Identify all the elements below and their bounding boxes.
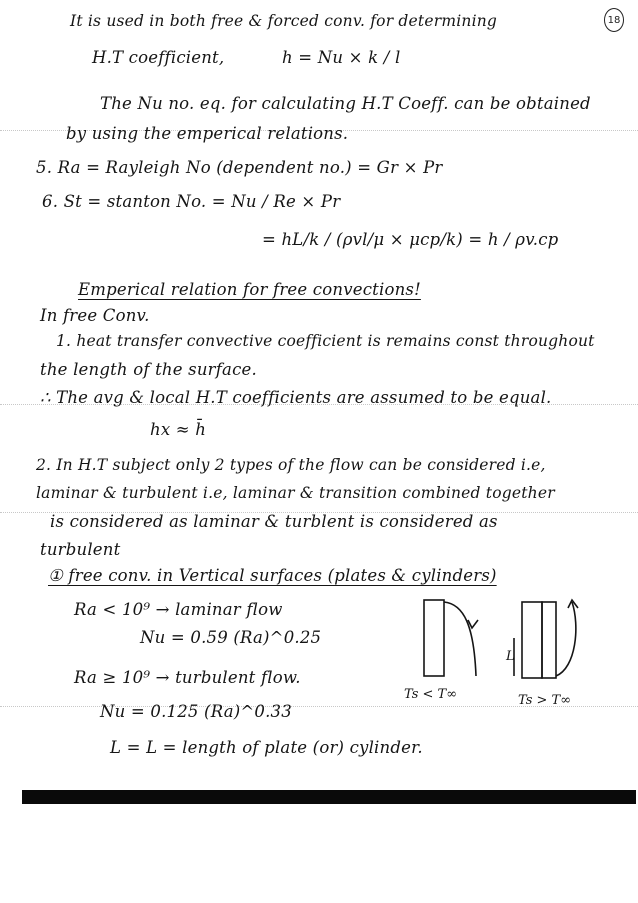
formula-stanton: = hL/k / (ρvl/μ × μcp/k) = h / ρv.cp (262, 230, 559, 249)
note-line: It is used in both free & forced conv. for determining (70, 12, 498, 30)
note-line: Ra < 10⁹ → laminar flow (74, 600, 283, 619)
note-line: by using the emperical relations. (66, 124, 349, 143)
hot-plate-sketch (514, 600, 578, 678)
length-label: L (506, 649, 515, 664)
cold-plate-sketch (424, 600, 478, 676)
note-line: The Nu no. eq. for calculating H.T Coeff. can be obtained (100, 94, 591, 113)
formula-nu-turbulent: Nu = 0.125 (Ra)^0.33 (100, 702, 292, 721)
plate-sketch (400, 586, 600, 716)
page-number: 18 (604, 8, 624, 32)
footer-bar (22, 790, 636, 804)
note-line: 2. In H.T subject only 2 types of the flow can be considered i.e, (36, 456, 546, 474)
note-line: ∴ The avg & local H.T coefficients are assumed to be equal. (40, 388, 552, 407)
note-line: laminar & turbulent i.e, laminar & transition combined together (36, 484, 555, 502)
note-line: 1. heat transfer convective coefficient is remains const throughout (56, 332, 595, 350)
note-line: L = L = length of plate (or) cylinder. (110, 738, 423, 757)
note-line: hx ≈ h̄ (150, 420, 207, 439)
formula-h: h = Nu × k / l (282, 48, 401, 67)
cold-condition-label: Ts < T∞ (404, 687, 458, 702)
note-line: turbulent (40, 540, 121, 559)
section-heading: ① free conv. in Vertical surfaces (plates & cylinders) (48, 566, 497, 585)
note-line: the length of the surface. (40, 360, 257, 379)
section-heading: Emperical relation for free convections! (78, 280, 421, 299)
formula-nu-laminar: Nu = 0.59 (Ra)^0.25 (140, 628, 322, 647)
hot-condition-label: Ts > T∞ (518, 693, 572, 708)
note-line: 5. Ra = Rayleigh No (dependent no.) = Gr × Pr (36, 158, 443, 177)
note-line: H.T coefficient, (92, 48, 225, 67)
note-line: is considered as laminar & turblent is considered as (50, 512, 498, 531)
note-line: 6. St = stanton No. = Nu / Re × Pr (42, 192, 341, 211)
note-line: Ra ≥ 10⁹ → turbulent flow. (74, 668, 301, 687)
note-line: In free Conv. (40, 306, 150, 325)
